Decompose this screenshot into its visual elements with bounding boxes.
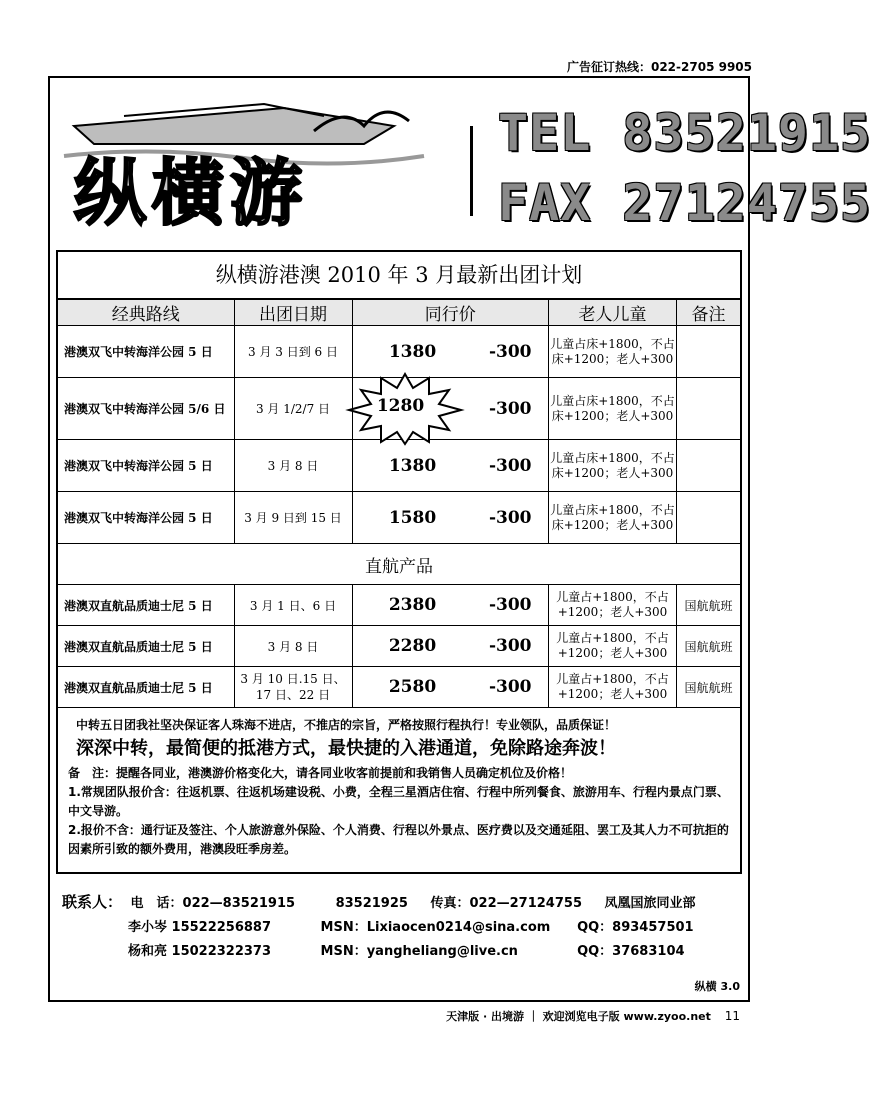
col-route: 经典路线 xyxy=(58,300,234,326)
discount-cell: -300 xyxy=(473,378,549,440)
contact-row-main xyxy=(62,890,696,916)
contact-section xyxy=(62,890,696,964)
note-cell: 国航航班 xyxy=(677,667,741,708)
col-date: 出团日期 xyxy=(234,300,352,326)
price-cell xyxy=(352,378,473,440)
page-footer xyxy=(446,1008,740,1024)
direct-title: 直航产品 xyxy=(58,544,740,585)
includes-text: 1.常规团队报价含：往返机票、往返机场建设税、小费，全程三星酒店住宿、行程中所列餐食、旅游用车、行程内景点门票、中文导游。 xyxy=(68,785,729,818)
price-cell: 2580 xyxy=(352,667,473,708)
route-cell: 港澳双直航品质迪士尼 5 日 xyxy=(58,667,234,708)
price-cell: 2380 xyxy=(352,585,473,626)
tour-table xyxy=(58,299,740,708)
date-cell: 3 月 8 日 xyxy=(234,440,352,492)
contact-person xyxy=(62,940,696,964)
logo-text: 纵横游 xyxy=(74,151,309,235)
discount-cell: -300 xyxy=(473,667,549,708)
contact-dept: 凤凰国旅同业部 xyxy=(604,896,696,911)
discount-cell: -300 xyxy=(473,585,549,626)
direct-flight-header xyxy=(58,544,740,585)
version-label: 纵横 3.0 xyxy=(694,980,740,993)
table-row xyxy=(58,378,740,440)
person-msn: MSN：yangheliang@live.cn xyxy=(320,944,518,959)
date-cell: 3 月 9 日到 15 日 xyxy=(234,492,352,544)
divider xyxy=(470,126,473,216)
date-cell: 3 月 1/2/7 日 xyxy=(234,378,352,440)
price-cell: 1380 xyxy=(352,440,473,492)
contact-phone2: 83521925 xyxy=(335,896,408,911)
footer-text: 天津版 · 出境游 ｜ 欢迎浏览电子版 www.zyoo.net xyxy=(446,1010,711,1023)
note-cell xyxy=(677,326,741,378)
note-cell: 国航航班 xyxy=(677,585,741,626)
contact-phone: 电 话：022—83521915 xyxy=(130,896,296,911)
elder-child-cell: 儿童占床+1800，不占床+1200；老人+300 xyxy=(549,440,677,492)
person-qq: QQ：37683104 xyxy=(577,944,685,959)
boat-logo-icon xyxy=(64,86,434,236)
starburst-badge xyxy=(353,378,473,434)
person-msn: MSN：Lixiaocen0214@sina.com xyxy=(320,920,551,935)
discount-cell: -300 xyxy=(473,326,549,378)
contact-person xyxy=(62,916,696,940)
date-cell: 3 月 1 日、6 日 xyxy=(234,585,352,626)
ad-hotline: 广告征订热线：022-2705 9905 xyxy=(566,60,752,74)
note-cell: 国航航班 xyxy=(677,626,741,667)
route-cell: 港澳双飞中转海洋公园 5 日 xyxy=(58,326,234,378)
elder-child-cell: 儿童占床+1800，不占床+1200；老人+300 xyxy=(549,378,677,440)
note-cell xyxy=(677,492,741,544)
notes-section xyxy=(58,708,740,859)
table-row xyxy=(58,326,740,378)
person-name-phone: 杨和亮 15022322373 xyxy=(128,944,272,959)
tour-plan-box xyxy=(56,250,742,874)
route-cell: 港澳双直航品质迪士尼 5 日 xyxy=(58,585,234,626)
plan-title: 纵横游港澳 2010 年 3 月最新出团计划 xyxy=(58,252,740,299)
col-elder: 老人儿童 xyxy=(549,300,677,326)
table-row xyxy=(58,667,740,708)
date-cell: 3 月 8 日 xyxy=(234,626,352,667)
table-row xyxy=(58,492,740,544)
promo-price: 1280 xyxy=(376,396,425,416)
price-cell: 2280 xyxy=(352,626,473,667)
route-cell: 港澳双飞中转海洋公园 5 日 xyxy=(58,440,234,492)
date-cell: 3 月 10 日.15 日、17 日、22 日 xyxy=(234,667,352,708)
elder-child-cell: 儿童占+1800，不占+1200；老人+300 xyxy=(549,585,677,626)
contact-fax: 传真：022—27124755 xyxy=(430,896,582,911)
table-row xyxy=(58,440,740,492)
table-row xyxy=(58,626,740,667)
discount-cell: -300 xyxy=(473,440,549,492)
route-cell: 港澳双飞中转海洋公园 5 日 xyxy=(58,492,234,544)
guarantee-text: 中转五日团我社坚决保证客人珠海不进店，不推店的宗旨，严格按照行程执行！专业领队，品质保证！ xyxy=(76,718,617,732)
note-cell xyxy=(677,440,741,492)
table-row xyxy=(58,585,740,626)
date-cell: 3 月 3 日到 6 日 xyxy=(234,326,352,378)
person-qq: QQ：893457501 xyxy=(577,920,694,935)
tel-fax-block xyxy=(498,98,871,238)
discount-cell: -300 xyxy=(473,492,549,544)
route-cell: 港澳双飞中转海洋公园 5/6 日 xyxy=(58,378,234,440)
elder-child-cell: 儿童占+1800，不占+1200；老人+300 xyxy=(549,667,677,708)
ad-frame xyxy=(48,76,871,1002)
price-cell: 1580 xyxy=(352,492,473,544)
route-cell: 港澳双直航品质迪士尼 5 日 xyxy=(58,626,234,667)
person-name-phone: 李小岑 15522256887 xyxy=(128,920,272,935)
logo xyxy=(64,86,434,236)
elder-child-cell: 儿童占床+1800，不占床+1200；老人+300 xyxy=(549,492,677,544)
fax-number: FAX 27124755 xyxy=(498,174,871,232)
excludes-text: 2.报价不含：通行证及签注、个人旅游意外保险、个人消费、行程以外景点、医疗费以及交通延阻、罢工及其人力不可抗拒的因素所引致的额外费用，港澳段旺季房差。 xyxy=(68,823,729,856)
elder-child-cell: 儿童占+1800，不占+1200；老人+300 xyxy=(549,626,677,667)
col-note: 备注 xyxy=(677,300,741,326)
price-cell: 1380 xyxy=(352,326,473,378)
elder-child-cell: 儿童占床+1800，不占床+1200；老人+300 xyxy=(549,326,677,378)
page-number: 11 xyxy=(724,1009,740,1023)
tel-number: TEL 83521915 xyxy=(498,104,871,162)
discount-cell: -300 xyxy=(473,626,549,667)
slogan: 深深中转，最简便的抵港方式，最快捷的入港通道，免除路途奔波！ xyxy=(76,738,616,759)
note-cell xyxy=(677,378,741,440)
remark-text: 备 注：提醒各同业，港澳游价格变化大，请各同业收客前提前和我销售人员确定机位及价格！ xyxy=(68,766,573,780)
table-header xyxy=(58,300,740,326)
col-price: 同行价 xyxy=(352,300,549,326)
contact-label: 联系人： xyxy=(62,893,123,911)
